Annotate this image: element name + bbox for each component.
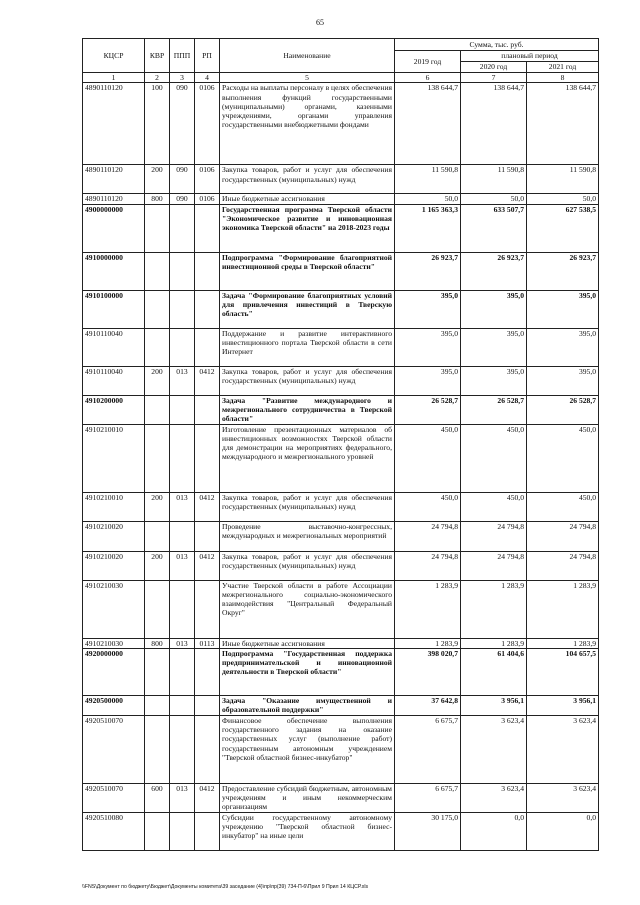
cell-2020: 633 507,7 (461, 204, 527, 252)
cell-kvr (145, 252, 170, 290)
cell-2019: 11 590,8 (395, 165, 461, 194)
cell-2019: 450,0 (395, 492, 461, 521)
cell-ppp (170, 695, 195, 715)
cell-kvr (145, 521, 170, 551)
cell-rp (195, 328, 220, 366)
cell-name: Государственная программа Тверской области "Экономическое развитие и инновационная экономика Тверской области" на 2018-2023 годы (220, 204, 395, 252)
cell-2020: 450,0 (461, 424, 527, 492)
cell-rp (195, 424, 220, 492)
cell-ppp (170, 424, 195, 492)
table-row (83, 648, 599, 695)
cell-2020: 3 623,4 (461, 715, 527, 783)
cell-2019: 138 644,7 (395, 83, 461, 165)
table-row (83, 290, 599, 328)
cell-rp (195, 395, 220, 424)
cell-kvr (145, 812, 170, 850)
cell-name: Закупка товаров, работ и услуг для обеспечения государственных (муниципальных) нужд (220, 492, 395, 521)
cell-2019: 398 020,7 (395, 648, 461, 695)
cell-ppp (170, 252, 195, 290)
table-row (83, 328, 599, 366)
header-num-4: 4 (195, 73, 220, 83)
cell-2021: 138 644,7 (527, 83, 599, 165)
table-row (83, 715, 599, 783)
cell-kvr: 200 (145, 366, 170, 395)
cell-kcsr: 4910110040 (83, 366, 145, 395)
cell-ppp (170, 715, 195, 783)
cell-rp (195, 521, 220, 551)
table-row (83, 204, 599, 252)
table-row (83, 551, 599, 580)
cell-rp (195, 715, 220, 783)
cell-rp: 0106 (195, 83, 220, 165)
table-row (83, 165, 599, 194)
cell-ppp (170, 648, 195, 695)
cell-2021: 26 923,7 (527, 252, 599, 290)
header-num-6: 6 (395, 73, 461, 83)
cell-2021: 50,0 (527, 194, 599, 204)
cell-kvr (145, 424, 170, 492)
cell-kcsr: 4910200000 (83, 395, 145, 424)
cell-2021: 24 794,8 (527, 521, 599, 551)
cell-2019: 37 642,8 (395, 695, 461, 715)
cell-ppp: 013 (170, 783, 195, 812)
cell-kvr (145, 290, 170, 328)
cell-rp (195, 695, 220, 715)
cell-rp: 0106 (195, 194, 220, 204)
cell-name: Закупка товаров, работ и услуг для обеспечения государственных (муниципальных) нужд (220, 366, 395, 395)
cell-2020: 0,0 (461, 812, 527, 850)
cell-kvr (145, 695, 170, 715)
cell-rp (195, 580, 220, 638)
cell-name: Задача "Оказание имущественной и образовательной поддержки" (220, 695, 395, 715)
cell-2020: 1 283,9 (461, 638, 527, 648)
cell-2019: 395,0 (395, 328, 461, 366)
cell-rp: 0412 (195, 492, 220, 521)
cell-name: Изготовление презентационных материалов об инвестиционных возможностях Тверской области для демонстрации на мероприятиях федерального, международного и межрегионального уровней (220, 424, 395, 492)
cell-2019: 395,0 (395, 366, 461, 395)
cell-kvr: 600 (145, 783, 170, 812)
cell-2020: 395,0 (461, 366, 527, 395)
cell-rp: 0106 (195, 165, 220, 194)
cell-2021: 450,0 (527, 424, 599, 492)
table-row (83, 492, 599, 521)
cell-kvr: 800 (145, 638, 170, 648)
cell-kcsr: 4910110040 (83, 328, 145, 366)
cell-2020: 26 528,7 (461, 395, 527, 424)
cell-rp: 0412 (195, 366, 220, 395)
cell-2021: 395,0 (527, 328, 599, 366)
cell-2021: 395,0 (527, 366, 599, 395)
cell-name: Проведение выставочно-конгрессных, международных и межрегиональных мероприятий (220, 521, 395, 551)
cell-kcsr: 4890110120 (83, 83, 145, 165)
cell-kcsr: 4910210020 (83, 551, 145, 580)
header-ppp: ППП (170, 39, 195, 73)
cell-kcsr: 4900000000 (83, 204, 145, 252)
budget-table (82, 38, 599, 851)
cell-kcsr: 4920510080 (83, 812, 145, 850)
cell-kvr (145, 328, 170, 366)
cell-kcsr: 4910210030 (83, 580, 145, 638)
table-row (83, 521, 599, 551)
table-row (83, 812, 599, 850)
page-number: 65 (316, 18, 324, 27)
cell-kvr (145, 395, 170, 424)
cell-2021: 627 538,5 (527, 204, 599, 252)
cell-2020: 3 956,1 (461, 695, 527, 715)
header-sum: Сумма, тыс. руб. (395, 39, 599, 51)
cell-kvr (145, 204, 170, 252)
cell-2020: 450,0 (461, 492, 527, 521)
cell-2021: 3 623,4 (527, 715, 599, 783)
cell-kvr (145, 648, 170, 695)
cell-2021: 1 283,9 (527, 580, 599, 638)
cell-kvr (145, 715, 170, 783)
cell-ppp: 013 (170, 366, 195, 395)
cell-2021: 104 657,5 (527, 648, 599, 695)
header-kcsr: КЦСР (83, 39, 145, 73)
cell-kvr: 200 (145, 492, 170, 521)
table-row (83, 395, 599, 424)
cell-rp: 0412 (195, 551, 220, 580)
table-row (83, 783, 599, 812)
cell-kcsr: 4910000000 (83, 252, 145, 290)
table-row (83, 580, 599, 638)
cell-kcsr: 4920000000 (83, 648, 145, 695)
cell-2021: 11 590,8 (527, 165, 599, 194)
cell-name: Задача "Развитие международного и межрегионального сотрудничества в Тверской области" (220, 395, 395, 424)
header-planned: плановый период (461, 51, 599, 62)
cell-ppp: 013 (170, 638, 195, 648)
cell-2019: 1 283,9 (395, 638, 461, 648)
cell-rp (195, 290, 220, 328)
cell-2021: 3 956,1 (527, 695, 599, 715)
cell-kcsr: 4920510070 (83, 783, 145, 812)
cell-rp: 0113 (195, 638, 220, 648)
table-row (83, 366, 599, 395)
cell-kvr (145, 580, 170, 638)
cell-2020: 26 923,7 (461, 252, 527, 290)
cell-name: Поддержание и развитие интерактивного инвестиционного портала Тверской области в сети Интернет (220, 328, 395, 366)
header-rp: РП (195, 39, 220, 73)
table-row (83, 638, 599, 648)
cell-2019: 395,0 (395, 290, 461, 328)
cell-ppp (170, 328, 195, 366)
table-header (83, 39, 599, 83)
header-num-1: 1 (83, 73, 145, 83)
cell-2020: 138 644,7 (461, 83, 527, 165)
cell-2019: 1 165 363,3 (395, 204, 461, 252)
cell-kcsr: 4910210010 (83, 492, 145, 521)
cell-ppp: 013 (170, 551, 195, 580)
cell-rp: 0412 (195, 783, 220, 812)
cell-ppp: 013 (170, 492, 195, 521)
header-num-3: 3 (170, 73, 195, 83)
cell-2020: 24 794,8 (461, 551, 527, 580)
cell-2019: 1 283,9 (395, 580, 461, 638)
cell-kcsr: 4920510070 (83, 715, 145, 783)
table-row (83, 424, 599, 492)
cell-kvr: 100 (145, 83, 170, 165)
table-row (83, 695, 599, 715)
cell-rp (195, 812, 220, 850)
cell-name: Субсидии государственному автономному учреждению "Тверской областной бизнес-инкубатор" на иные цели (220, 812, 395, 850)
cell-2019: 24 794,8 (395, 551, 461, 580)
cell-2019: 24 794,8 (395, 521, 461, 551)
table-body (83, 83, 599, 851)
cell-kcsr: 4890110120 (83, 194, 145, 204)
cell-2021: 450,0 (527, 492, 599, 521)
cell-ppp (170, 395, 195, 424)
cell-2021: 0,0 (527, 812, 599, 850)
cell-2020: 50,0 (461, 194, 527, 204)
cell-name: Предоставление субсидий бюджетным, автономным учреждениям и иным некоммерческим организациям (220, 783, 395, 812)
cell-2021: 395,0 (527, 290, 599, 328)
cell-kvr: 200 (145, 551, 170, 580)
cell-2019: 30 175,0 (395, 812, 461, 850)
header-num-7: 7 (461, 73, 527, 83)
header-2019: 2019 год (395, 51, 461, 73)
cell-2019: 6 675,7 (395, 715, 461, 783)
cell-ppp (170, 580, 195, 638)
cell-kvr: 200 (145, 165, 170, 194)
cell-2021: 1 283,9 (527, 638, 599, 648)
cell-2019: 26 923,7 (395, 252, 461, 290)
cell-2021: 24 794,8 (527, 551, 599, 580)
cell-2020: 395,0 (461, 290, 527, 328)
cell-name: Задача "Формирование благоприятных условий для привлечения инвестиций в Тверскую область" (220, 290, 395, 328)
cell-2021: 3 623,4 (527, 783, 599, 812)
cell-name: Иные бюджетные ассигнования (220, 638, 395, 648)
cell-kvr: 800 (145, 194, 170, 204)
cell-name: Подпрограмма "Формирование благоприятной инвестиционной среды в Тверской области" (220, 252, 395, 290)
cell-ppp (170, 812, 195, 850)
table-row (83, 194, 599, 204)
cell-name: Расходы на выплаты персоналу в целях обеспечения выполнения функций государственными (муниципальными) органами, казенными учреждениями, органами управления государственными внебюджетными фондами (220, 83, 395, 165)
cell-kcsr: 4890110120 (83, 165, 145, 194)
header-kvr: КВР (145, 39, 170, 73)
cell-2020: 11 590,8 (461, 165, 527, 194)
cell-name: Участие Тверской области в работе Ассоциации межрегионального социально-экономического взаимодействия "Центральный Федеральный Округ" (220, 580, 395, 638)
header-2020: 2020 год (461, 62, 527, 73)
cell-ppp: 090 (170, 194, 195, 204)
header-name: Наименование (220, 39, 395, 73)
header-num-5: 5 (220, 73, 395, 83)
cell-ppp: 090 (170, 165, 195, 194)
cell-ppp (170, 521, 195, 551)
cell-2019: 6 675,7 (395, 783, 461, 812)
cell-kcsr: 4910210030 (83, 638, 145, 648)
cell-name: Подпрограмма "Государственная поддержка предпринимательской и инновационной деятельности в Тверской области" (220, 648, 395, 695)
cell-name: Финансовое обеспечение выполнения государственного задания на оказание государственных услуг (выполнение работ) государственным автономным учреждением "Тверской областной бизнес-инкубатор" (220, 715, 395, 783)
cell-name: Закупка товаров, работ и услуг для обеспечения государственных (муниципальных) нужд (220, 165, 395, 194)
cell-2021: 26 528,7 (527, 395, 599, 424)
header-num-2: 2 (145, 73, 170, 83)
cell-kcsr: 4920500000 (83, 695, 145, 715)
table-row (83, 252, 599, 290)
cell-ppp (170, 290, 195, 328)
header-2021: 2021 год (527, 62, 599, 73)
cell-2020: 3 623,4 (461, 783, 527, 812)
cell-2020: 61 404,6 (461, 648, 527, 695)
cell-2020: 395,0 (461, 328, 527, 366)
cell-ppp: 090 (170, 83, 195, 165)
cell-name: Иные бюджетные ассигнования (220, 194, 395, 204)
cell-2020: 1 283,9 (461, 580, 527, 638)
cell-name: Закупка товаров, работ и услуг для обеспечения государственных (муниципальных) нужд (220, 551, 395, 580)
cell-kcsr: 4910210010 (83, 424, 145, 492)
cell-2019: 26 528,7 (395, 395, 461, 424)
header-num-8: 8 (527, 73, 599, 83)
cell-2020: 24 794,8 (461, 521, 527, 551)
cell-2019: 50,0 (395, 194, 461, 204)
cell-rp (195, 648, 220, 695)
cell-kcsr: 4910210020 (83, 521, 145, 551)
table-row (83, 83, 599, 165)
cell-ppp (170, 204, 195, 252)
cell-rp (195, 252, 220, 290)
file-path-footer: \\FNS\Документ по бюджету\Бюджет\Документы комитета\39 заседание (4)\пр\пр(39) 734-П-6\Прил 9 Прил 14 КЦСР.xls (82, 884, 369, 890)
cell-kcsr: 4910100000 (83, 290, 145, 328)
cell-2019: 450,0 (395, 424, 461, 492)
cell-rp (195, 204, 220, 252)
